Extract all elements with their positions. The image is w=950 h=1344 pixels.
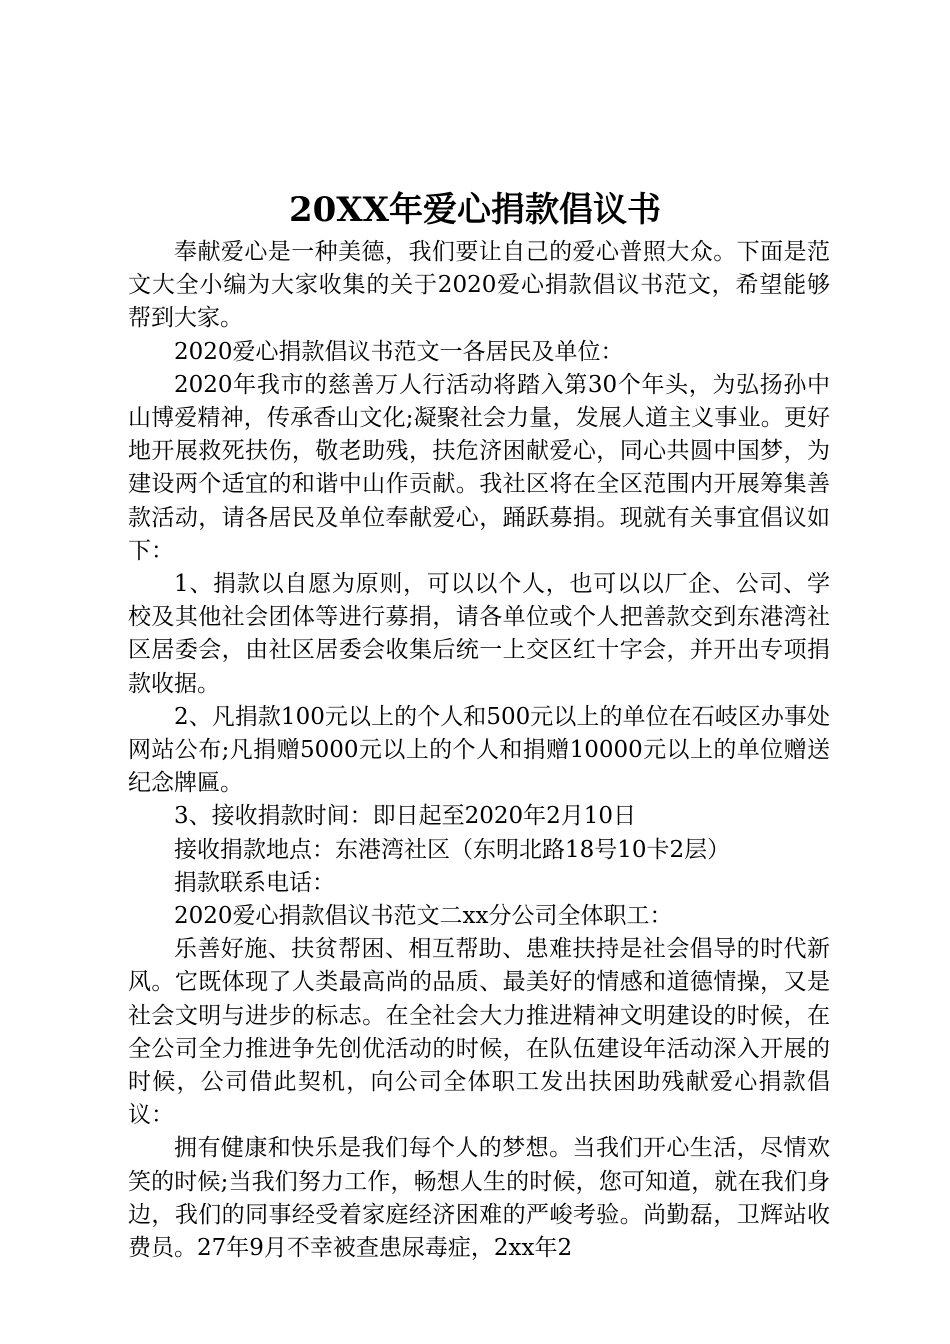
document-title: 20XX年爱心捐款倡议书 xyxy=(288,190,662,230)
paragraph-intro: 奉献爱心是一种美德，我们要让自己的爱心普照大众。下面是范文大全小编为大家收集的关于2020爱心捐款倡议书范文，希望能够帮到大家。 xyxy=(128,239,830,332)
document-body xyxy=(128,236,830,1265)
paragraph-sample-two-body: 乐善好施、扶贫帮困、相互帮助、患难扶持是社会倡导的时代新风。它既体现了人类最高尚的品质、最美好的情感和道德情操，又是社会文明与进步的标志。在全社会大力推进精神文明建设的时候，在全公司全力推进争先创优活动的时候，在队伍建设年活动深入开展的时候，公司借此契机，向公司全体职工发出扶困助残献爱心捐款倡议： xyxy=(128,936,830,1129)
paragraph-sample-two-story: 拥有健康和快乐是我们每个人的梦想。当我们开心生活，尽情欢笑的时候;当我们努力工作，畅想人生的时候，您可知道，就在我们身边，我们的同事经受着家庭经济困难的严峻考验。尚勤磊，卫辉站收费员。27年9月不幸被查患尿毒症，2xx年2 xyxy=(128,1135,830,1262)
paragraph-item-1: 1、捐款以自愿为原则，可以以个人，也可以以厂企、公司、学校及其他社会团体等进行募捐，请各单位或个人把善款交到东港湾社区居委会，由社区居委会收集后统一上交区红十字会，并开出专项捐款收据。 xyxy=(128,571,830,697)
paragraph-location: 接收捐款地点：东港湾社区（东明北路18号10卡2层） xyxy=(174,836,731,863)
paragraph-phone: 捐款联系电话： xyxy=(174,869,335,896)
paragraph-sample-one-heading: 2020爱心捐款倡议书范文一各居民及单位： xyxy=(174,338,624,365)
paragraph-sample-two-heading: 2020爱心捐款倡议书范文二xx分公司全体职工： xyxy=(174,903,673,930)
paragraph-item-2: 2、凡捐款100元以上的个人和500元以上的单位在石岐区办事处网站公布;凡捐赠5000元以上的个人和捐赠10000元以上的单位赠送纪念牌匾。 xyxy=(128,703,830,797)
paragraph-item-3: 3、接收捐款时间：即日起至2020年2月10日 xyxy=(174,803,637,830)
paragraph-sample-one-body: 2020年我市的慈善万人行活动将踏入第30个年头，为弘扬孙中山博爱精神，传承香山文化;凝聚社会力量，发展人道主义事业。更好地开展救死扶伤，敬老助残，扶危济困献爱心，同心共圆中国梦，为建设两个适宜的和谐中山作贡献。我社区将在全区范围内开展筹集善款活动，请各居民及单位奉献爱心，踊跃募捐。现就有关事宜倡议如下： xyxy=(128,371,830,564)
